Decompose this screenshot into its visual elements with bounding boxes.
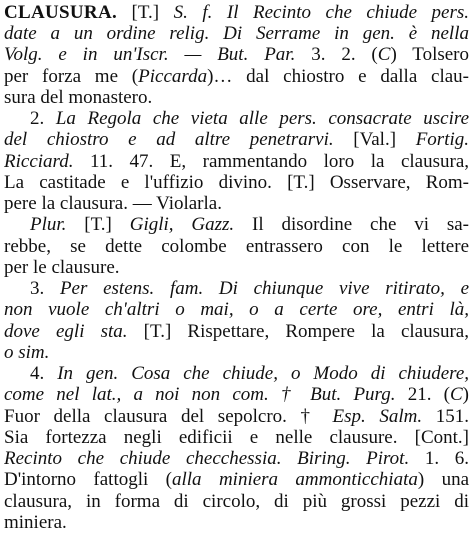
entry-line: [4, 427, 469, 448]
entry-line: [4, 363, 469, 384]
text-run: )… dal chiostro e dalla clau-: [207, 65, 469, 87]
entry-line: [4, 151, 469, 172]
text-run: per forza me (: [4, 65, 139, 87]
text-run: [T.]: [66, 214, 130, 236]
italic-text: Gigli, Gazz.: [129, 214, 235, 236]
text-run: [T.]: [117, 2, 174, 23]
entry-line: [4, 2, 469, 23]
italic-text: date a un ordine relig. Di Serrame in gen. è nella: [4, 23, 469, 45]
text-run: 11. 47. E, rammentando loro la clausura,: [73, 150, 469, 172]
italic-text: In gen. Cosa che chiude, o Modo di chiudere,: [57, 363, 469, 385]
text-run: [Val.]: [333, 129, 416, 151]
entry-line: [4, 299, 469, 320]
entry-line: [4, 44, 469, 65]
text-run: per le clausure.: [4, 256, 120, 278]
italic-text: Plur.: [30, 214, 67, 236]
italic-text: del chiostro e ad altre penetrarvi.: [4, 129, 334, 151]
entry-line: [4, 469, 469, 490]
text-run: Fuor della clausura del sepolcro. †: [4, 405, 333, 427]
italic-text: Volg. e in un'Iscr. — But. Par.: [4, 44, 296, 66]
entry-line: [4, 321, 469, 342]
text-run: 1. 6.: [409, 448, 469, 470]
italic-text: come nel lat., a noi non com. † But. Purg.: [4, 384, 396, 406]
text-run: La castitade e l'uffizio divino. [T.] Osservare, Rom-: [4, 171, 469, 193]
text-run: 2.: [30, 108, 56, 130]
italic-text: Fortig.: [415, 129, 469, 151]
text-run: 151.: [422, 405, 469, 427]
text-run: ): [462, 384, 469, 406]
italic-text: o sim.: [4, 341, 50, 363]
text-run: sura del monastero.: [4, 86, 153, 108]
text-run: pere la clausura. — Violarla.: [4, 193, 222, 215]
text-run: 4.: [30, 363, 58, 385]
italic-text: Recinto che chiude checchessia. Biring. Pirot.: [4, 448, 410, 470]
text-run: Sia fortezza negli edificii e nelle clausure. [Cont.]: [4, 426, 469, 448]
italic-text: La Regola che vieta alle pers. consacrate uscire: [55, 108, 469, 130]
italic-text: alla miniera ammonticchiata: [172, 469, 418, 491]
italic-text: Per estens. fam. Di chiunque vive ritirato, e: [59, 278, 469, 300]
entry-line: [4, 172, 469, 193]
headword: CLAUSURA.: [4, 2, 118, 23]
italic-text: S. f. Il Recinto che chiude pers.: [173, 2, 469, 23]
text-run: [T.] Rispettare, Rompere la clausura,: [127, 320, 469, 342]
italic-text: dove egli sta.: [4, 320, 128, 342]
entry-line: [4, 236, 469, 257]
text-run: Il disordine che vi sa-: [234, 214, 469, 236]
text-run: 3. 2. (: [295, 44, 378, 66]
entry-line: [4, 512, 469, 533]
entry-line: [4, 23, 469, 44]
entry-line: [4, 342, 469, 363]
text-run: ) Tolsero: [390, 44, 469, 66]
entry-line: [4, 193, 469, 214]
text-run: ) una: [417, 469, 469, 491]
italic-text: non vuole ch'altri o mai, o a certe ore, entri là,: [4, 299, 469, 321]
text-run: miniera.: [4, 511, 67, 533]
text-run: clausura, in forma di circolo, di più grossi pezzi di: [4, 490, 469, 512]
italic-text: Piccarda: [138, 65, 208, 87]
entry-line: [4, 448, 469, 469]
italic-text: Esp. Salm.: [332, 405, 423, 427]
entry-line: [4, 66, 469, 87]
entry-line: [4, 214, 469, 235]
entry-line: [4, 278, 469, 299]
italic-text: C: [449, 384, 463, 406]
entry-line: [4, 257, 469, 278]
italic-text: Ricciard.: [4, 150, 74, 172]
entry-line: [4, 384, 469, 405]
text-run: D'intorno fattogli (: [4, 469, 172, 491]
entry-line: [4, 108, 469, 129]
entry-line: [4, 406, 469, 427]
entry-line: [4, 87, 469, 108]
entry-line: [4, 129, 469, 150]
text-run: 3.: [30, 278, 60, 300]
entry-line: [4, 491, 469, 512]
italic-text: C: [377, 44, 391, 66]
text-run: rebbe, se dette colombe entrassero con le lettere: [4, 235, 469, 257]
text-run: 21. (: [395, 384, 450, 406]
